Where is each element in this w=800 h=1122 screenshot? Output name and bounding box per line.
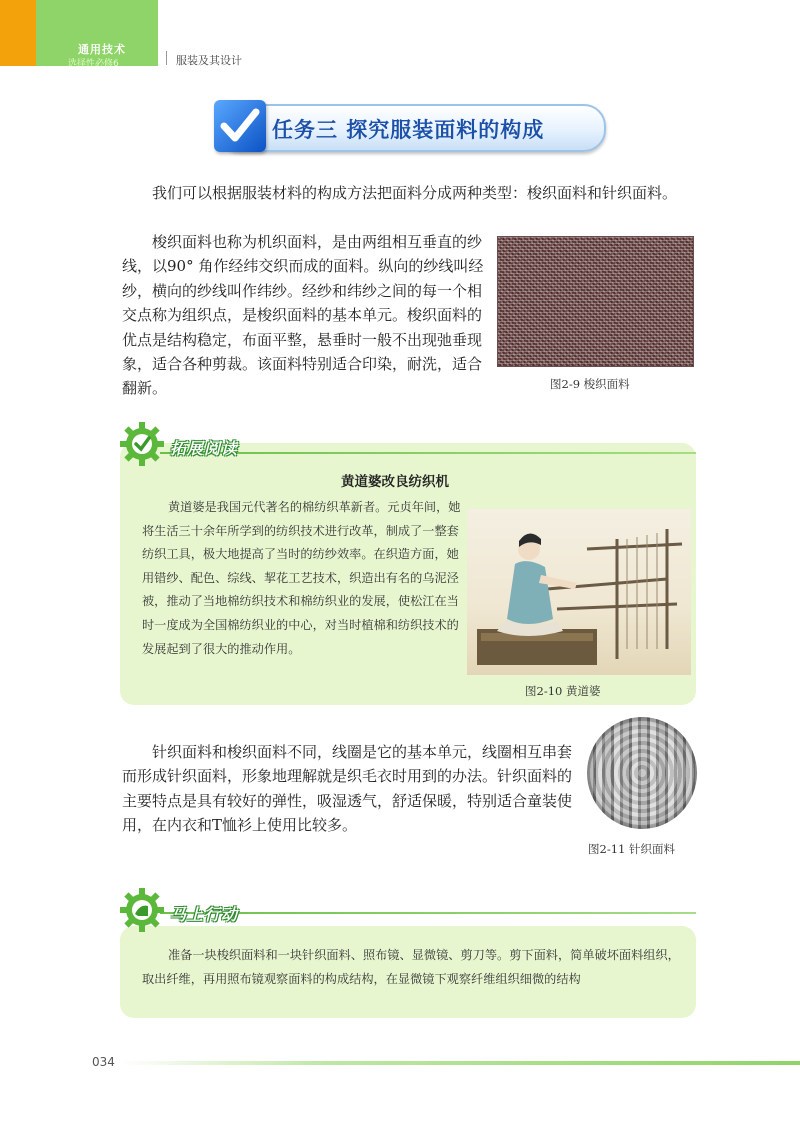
knit-paragraph: 针织面料和梭织面料不同，线圈是它的基本单元，线圈相互串套而形成针织面料，形象地理解就是织毛衣时用到的办法。针织面料的主要特点是具有较好的弹性，吸湿透气，舒适保暖，特别适合童装使用，在内衣和T恤衫上使用比较多。 bbox=[122, 743, 573, 835]
woven-fabric-image bbox=[497, 236, 694, 367]
page-number: 034 bbox=[92, 1055, 115, 1069]
chapter-title: 服装及其设计 bbox=[176, 54, 242, 67]
reading-box-label: 拓展阅读 bbox=[170, 439, 239, 458]
checkmark-icon bbox=[214, 100, 266, 152]
huang-daopo-image bbox=[467, 509, 691, 675]
knit-fabric-image bbox=[587, 717, 697, 829]
footer-rule bbox=[120, 1061, 800, 1065]
knit-caption: 图2-11 针织面料 bbox=[588, 842, 675, 856]
action-box-paragraph: 准备一块梭织面料和一块针织面料、照布镜、显微镜、剪刀等。剪下面料，简单破坏面料组织，取出纤维，再用照布镜观察面料的构成结构，在显微镜下观察纤维组织细微的结构 bbox=[142, 948, 680, 986]
action-box-label: 马上行动 bbox=[170, 905, 239, 924]
reading-box-paragraph: 黄道婆是我国元代著名的棉纺织革新者。元贞年间，她将生活三十余年所学到的纺织技术进行改革，制成了一整套纺织工具，极大地提高了当时的纺纱效率。在织造方面，她用错纱、配色、综线、挈花工艺技术，织造出有名的乌泥泾被，推动了当地棉纺织技术和棉纺织业的发展，使松江在当时一度成为全国棉纺织业的中心，对当时植棉和纺织技术的发展起到了很大的推动作用。 bbox=[142, 500, 461, 656]
gear-icon bbox=[118, 886, 166, 934]
reading-box-rule bbox=[160, 452, 696, 454]
book-title: 通用技术 bbox=[78, 43, 126, 56]
reading-box-title: 黄道婆改良纺织机 bbox=[341, 474, 449, 490]
task-title: 任务三 探究服装面料的构成 bbox=[272, 118, 545, 142]
book-volume: 选择性必修6 bbox=[68, 59, 119, 69]
huang-daopo-caption: 图2-10 黄道婆 bbox=[525, 684, 601, 698]
woven-caption: 图2-9 梭织面料 bbox=[550, 377, 630, 391]
woven-paragraph: 梭织面料也称为机织面料，是由两组相互垂直的纱线，以90° 角作经纬交织而成的面料。纵向的纱线叫经纱，横向的纱线叫作纬纱。经纱和纬纱之间的每一个相交点称为组织点，是梭织面料的基本单元。梭织面料的优点是结构稳定，布面平整，悬垂时一般不出现弛垂现象，适合各种剪裁。该面料特别适合印染，耐洗，适合翻新。 bbox=[122, 233, 484, 398]
gear-icon bbox=[118, 420, 166, 468]
action-box-rule bbox=[160, 912, 696, 914]
intro-paragraph: 我们可以根据服装材料的构成方法把面料分成两种类型：梭织面料和针织面料。 bbox=[152, 184, 678, 202]
header-divider bbox=[166, 51, 167, 65]
